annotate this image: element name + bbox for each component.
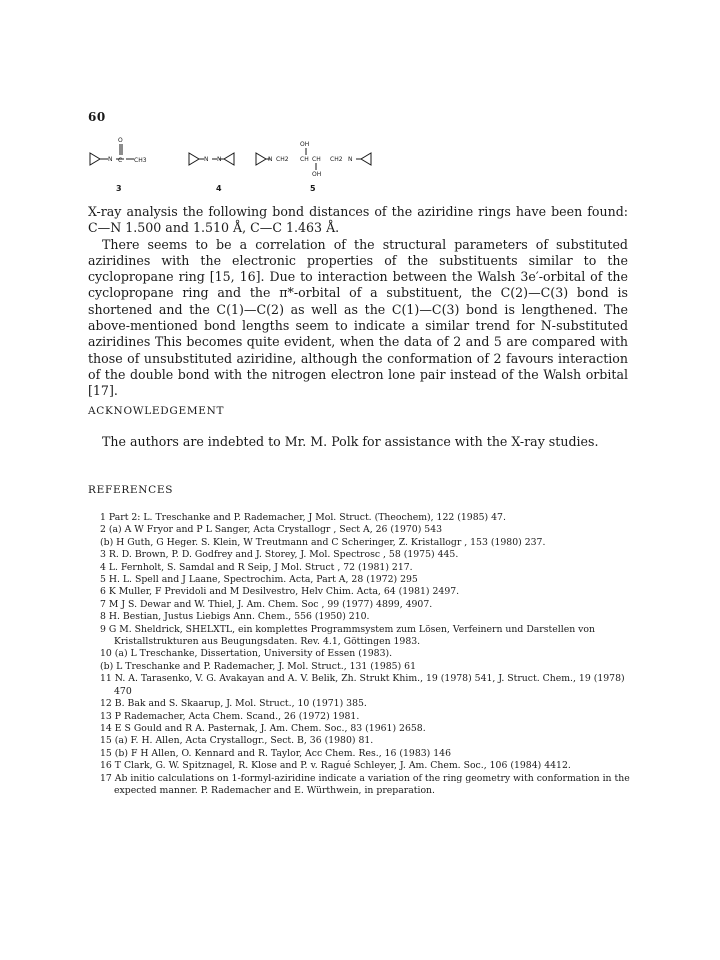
atom-C-3: C bbox=[118, 157, 123, 164]
aziridine-ring-5b bbox=[361, 153, 371, 165]
reference-item: 1 Part 2: L. Treschanke and P. Rademacher, J Mol. Struct. (Theochem), 122 (1985) 47. bbox=[100, 512, 506, 523]
reference-item: 13 P Rademacher, Acta Chem. Scand., 26 (1972) 1981. bbox=[100, 710, 360, 722]
reference-item: 5 H. L. Spell and J Laane, Spectrochim. Acta, Part A, 28 (1972) 295 bbox=[100, 574, 418, 586]
reference-item: 2 (a) A W Fryor and P L Sanger, Acta Crystallogr , Sect A, 26 (1970) 543 bbox=[100, 524, 443, 536]
reference-item: 8 H. Bestian, Justus Liebigs Ann. Chem., 556 (1950) 210. bbox=[100, 611, 370, 623]
reference-item: 4 L. Fernholt, S. Samdal and R Seip, J Mol. Struct , 72 (1981) 217. bbox=[100, 561, 413, 573]
acknowledgement-text: The authors are indebted to Mr. M. Polk for assistance with the X-ray studies. bbox=[102, 434, 599, 449]
compound-label-5: 5 bbox=[310, 184, 316, 193]
paragraph-correlation: There seems to be a correlation of the structural parameters of substituted aziridines with the electronic properties of the substituents similar to the cyclopropane ring [15, 16]. Due to interaction between the Walsh 3e′-orbital of the cyclopropane ring and the π*-orbital of a substituent, the C(2)—C(3) bond is shortened and the C(1)—C(2) as well as the C(1)—C(3) bond is lengthened. The above-mentioned bond lengths seem to indicate a similar trend for N-substituted aziridines This becomes quite evident, when the data of 2 and 5 are compared with those of unsubstituted aziridine, although the conformation of 2 favours interaction of the double bond with the nitrogen electron lone pair instead of the Walsh orbital [17]. bbox=[88, 236, 628, 399]
reference-item: 11 N. A. Tarasenko, V. G. Avakayan and A. V. Belik, Zh. Strukt Khim., 19 (1978) 541, J. Struct. Chem., 19 (1978) 470 bbox=[100, 673, 625, 697]
aziridine-ring-5a bbox=[256, 153, 266, 165]
atom-O-3: O bbox=[118, 137, 123, 144]
compound-label-4: 4 bbox=[216, 184, 222, 193]
references-heading: REFERENCES bbox=[88, 484, 174, 496]
acknowledgement-heading: ACKNOWLEDGEMENT bbox=[88, 405, 225, 417]
compound-label-3: 3 bbox=[116, 184, 122, 193]
atom-N-5b: N bbox=[348, 156, 353, 163]
reference-item: (b) L Treschanke and P. Rademacher, J. Mol. Struct., 131 (1985) 61 bbox=[100, 660, 416, 672]
reference-item: 14 E S Gould and R A. Pasternak, J. Am. Chem. Soc., 83 (1961) 2658. bbox=[100, 722, 426, 734]
reference-item: 15 (a) F. H. Allen, Acta Crystallogr., Sect. B, 36 (1980) 81. bbox=[100, 735, 374, 747]
reference-item: (b) H Guth, G Heger. S. Klein, W Treutmann and C Scheringer, Z. Kristallogr , 153 (1980) 237. bbox=[100, 536, 546, 548]
main-text bbox=[88, 204, 628, 400]
reference-list bbox=[100, 512, 640, 797]
atom-N-4b: N bbox=[217, 156, 222, 163]
aziridine-ring-4a bbox=[189, 153, 199, 165]
atom-CH2-5a: CH2 bbox=[276, 156, 289, 163]
reference-item: 7 M J S. Dewar and W. Thiel, J. Am. Chem. Soc , 99 (1977) 4899, 4907. bbox=[100, 598, 433, 610]
atom-N-3: N bbox=[108, 156, 113, 163]
atom-N-4a: N bbox=[204, 156, 209, 163]
atom-CH-5b: CH bbox=[312, 156, 321, 163]
aziridine-ring-4b bbox=[224, 153, 234, 165]
reference-item: 9 G M. Sheldrick, SHELXTL, ein komplettes Programmsystem zum Lösen, Verfeinern und Darstellen von Kristallstrukturen aus Beugungsdaten. Rev. 4.1, Göttingen 1983. bbox=[100, 623, 595, 648]
page-number: 60 bbox=[88, 110, 106, 124]
reference-item: 6 K Muller, F Previdoli and M Desilvestro, Helv Chim. Acta, 64 (1981) 2497. bbox=[100, 586, 460, 598]
atom-OH-5a: OH bbox=[300, 141, 310, 148]
reference-item: 15 (b) F H Allen, O. Kennard and R. Taylor, Acc Chem. Res., 16 (1983) 146 bbox=[100, 747, 452, 759]
chemical-structures-figure bbox=[86, 130, 446, 200]
atom-CH2-5b: CH2 bbox=[330, 156, 343, 163]
acknowledgement-text-block bbox=[88, 434, 628, 450]
reference-item: 17 Ab initio calculations on 1-formyl-aziridine indicate a variation of the ring geometry with conformation in the expected manner. P. Rademacher and E. Würthwein, in preparation. bbox=[100, 772, 630, 796]
reference-item: 12 B. Bak and S. Skaarup, J. Mol. Struct., 10 (1971) 385. bbox=[100, 698, 367, 710]
reference-item: 16 T Clark, G. W. Spitznagel, R. Klose and P. v. Ragué Schleyer, J. Am. Chem. Soc., 106 (1984) 4412. bbox=[100, 760, 571, 772]
paragraph-xray-bond-distances: X-ray analysis the following bond distances of the aziridine rings have been found: C—N 1.500 and 1.510 Å, C—C 1.463 Å. bbox=[88, 204, 628, 236]
atom-OH-5b: OH bbox=[312, 171, 322, 178]
reference-item: 10 (a) L Treschanke, Dissertation, University of Essen (1983). bbox=[100, 648, 393, 660]
atom-N-5a: N bbox=[268, 156, 273, 163]
atom-CH-5a: CH bbox=[300, 156, 309, 163]
reference-item: 3 R. D. Brown, P. D. Godfrey and J. Storey, J. Mol. Spectrosc , 58 (1975) 445. bbox=[100, 549, 459, 561]
aziridine-ring-3 bbox=[90, 153, 100, 165]
atom-CH3-3: CH3 bbox=[134, 157, 147, 164]
